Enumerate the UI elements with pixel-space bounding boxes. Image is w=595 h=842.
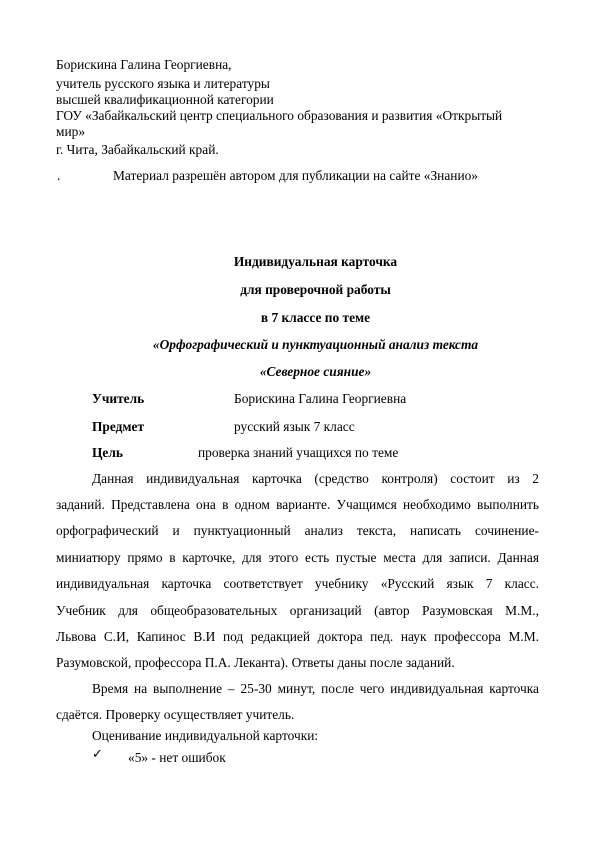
- title-line-3: в 7 классе по теме: [260, 310, 371, 325]
- title-topic: «Орфографический и пунктуационный анализ текста: [152, 337, 479, 352]
- paragraph-2-line-2: сдаётся. Проверку осуществляет учитель.: [56, 707, 295, 722]
- city: г. Чита, Забайкальский край.: [56, 142, 219, 157]
- paragraph-1-line-6: Учебник для общеобразовательных организаций (автор Разумовская М.М.,: [56, 603, 539, 618]
- organization-line-2: мир»: [56, 124, 86, 139]
- grading-heading: Оценивание индивидуальной карточки:: [92, 728, 319, 743]
- goal-value: проверка знаний учащихся по теме: [198, 445, 399, 460]
- subject-value: русский язык 7 класс: [234, 419, 355, 434]
- author-position: учитель русского языка и литературы: [56, 76, 270, 91]
- title-line-1: Индивидуальная карточка: [233, 254, 398, 269]
- paragraph-1-line-4: миниатюру прямо в карточке, для этого есть пустые места для записи. Данная: [56, 550, 539, 565]
- author-name: Борискина Галина Георгиевна,: [56, 57, 232, 72]
- goal-label: Цель: [92, 445, 123, 460]
- checkmark-icon: ✓: [92, 747, 103, 762]
- paragraph-1-line-2: заданий. Представлена она в одном варианте. Учащимся необходимо выполнить: [56, 497, 539, 512]
- subject-label: Предмет: [92, 419, 145, 434]
- paragraph-1-line-8: Разумовской, профессора П.А. Леканта). Ответы даны после заданий.: [56, 655, 455, 670]
- author-category: высшей квалификационной категории: [56, 92, 274, 107]
- publication-notice: Материал разрешён автором для публикации на сайте «Знанио»: [113, 168, 479, 183]
- teacher-value: Борискина Галина Георгиевна: [234, 391, 407, 406]
- notice-bullet: .: [57, 168, 61, 183]
- title-line-2: для проверочной работы: [240, 282, 391, 297]
- grade-item-5: «5» - нет ошибок: [128, 750, 226, 765]
- teacher-label: Учитель: [92, 391, 145, 406]
- paragraph-1-line-3: орфографический и пунктуационный анализ текста, написать сочинение-: [56, 523, 539, 538]
- paragraph-1-line-1: Данная индивидуальная карточка (средство контроля) состоит из 2: [92, 471, 539, 486]
- paragraph-1-line-7: Львова С.И, Капинос В.И под редакцией доктора пед. наук профессора М.М.: [56, 629, 539, 644]
- paragraph-2-line-1: Время на выполнение – 25-30 минут, после чего индивидуальная карточка: [92, 681, 539, 696]
- title-text-name: «Северное сияние»: [259, 364, 372, 379]
- organization-line-1: ГОУ «Забайкальский центр специального образования и развития «Открытый: [56, 108, 503, 123]
- paragraph-1-line-5: индивидуальная карточка соответствует учебнику «Русский язык 7 класс.: [56, 576, 539, 591]
